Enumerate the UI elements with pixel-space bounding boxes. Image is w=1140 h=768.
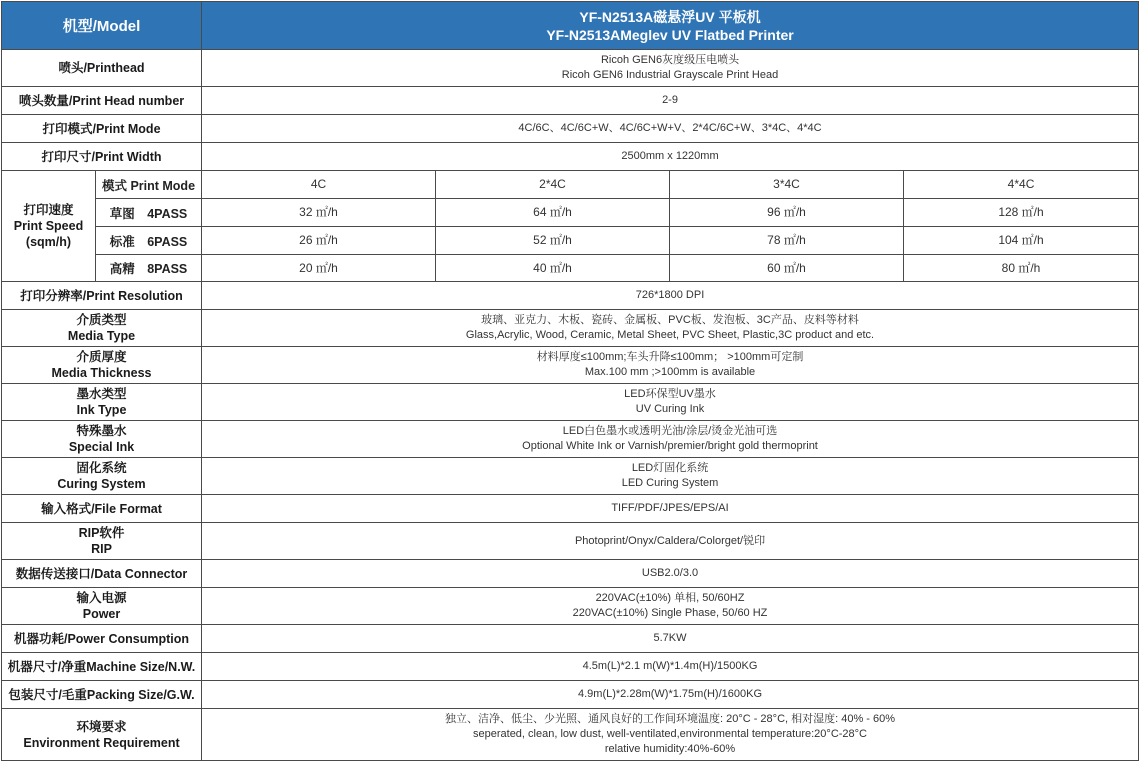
power-value — [202, 588, 1139, 625]
ink-type-label-en: Ink Type — [76, 403, 127, 417]
row-power-consumption — [2, 625, 1139, 653]
power-consumption-label: 机器功耗/Power Consumption — [2, 625, 202, 653]
data-connector-label: 数据传送接口/Data Connector — [2, 560, 202, 588]
power-label — [2, 588, 202, 625]
power-label-en: Power — [82, 607, 121, 621]
speed-value: 40 ㎡/h — [436, 255, 670, 282]
speed-row-8pass — [2, 255, 1139, 282]
printhead-value — [202, 50, 1139, 87]
row-head-number — [2, 87, 1139, 115]
curing-system-label-cn: 固化系统 — [76, 461, 127, 475]
rip-label-en: RIP — [91, 542, 112, 556]
special-ink-value-cn: LED白色墨水或透明光油/涂层/烫金光油可选 — [562, 425, 778, 437]
row-file-format — [2, 495, 1139, 523]
media-type-value — [202, 310, 1139, 347]
row-resolution — [2, 282, 1139, 310]
ink-type-value-en: UV Curing Ink — [635, 403, 705, 415]
row-data-connector — [2, 560, 1139, 588]
resolution-label: 打印分辨率/Print Resolution — [2, 282, 202, 310]
speed-row-6pass — [2, 227, 1139, 255]
speed-value: 52 ㎡/h — [436, 227, 670, 255]
row-packing-size — [2, 681, 1139, 709]
media-thickness-label-en: Media Thickness — [51, 366, 152, 380]
resolution-value: 726*1800 DPI — [202, 282, 1139, 310]
media-type-value-en: Glass,Acrylic, Wood, Ceramic, Metal Sheet, PVC Sheet, Plastic,3C product and etc. — [465, 329, 875, 341]
row-printhead — [2, 50, 1139, 87]
print-width-label: 打印尺寸/Print Width — [2, 143, 202, 171]
speed-value: 104 ㎡/h — [904, 227, 1139, 255]
print-speed-label-cn: 打印速度 — [23, 203, 74, 217]
speed-mode-label: 模式 Print Mode — [96, 171, 202, 199]
environment-value-line1: 独立、洁净、低尘、少光照、通风良好的工作间环境温度: 20°C - 28°C, 相对湿度: 40% - 60% — [444, 713, 896, 725]
print-mode-value: 4C/6C、4C/6C+W、4C/6C+W+V、2*4C/6C+W、3*4C、4*4C — [202, 115, 1139, 143]
speed-mode-3x4c: 3*4C — [670, 171, 904, 199]
spec-table — [1, 1, 1139, 761]
model-label: 机型/Model — [2, 2, 202, 50]
row-media-type — [2, 310, 1139, 347]
environment-value — [202, 709, 1139, 761]
special-ink-label-cn: 特殊墨水 — [76, 424, 127, 438]
printhead-value-en: Ricoh GEN6 Industrial Grayscale Print Head — [561, 69, 779, 81]
rip-value: Photoprint/Onyx/Caldera/Colorget/锐印 — [202, 523, 1139, 560]
speed-row-label: 高精 8PASS — [96, 255, 202, 282]
environment-value-line2: seperated, clean, low dust, well-ventilated,environmental temperature:20°C-28°C — [473, 728, 868, 740]
special-ink-value — [202, 421, 1139, 458]
media-type-label-en: Media Type — [67, 329, 136, 343]
print-speed-label-unit: (sqm/h) — [25, 235, 72, 249]
row-machine-size — [2, 653, 1139, 681]
curing-system-value — [202, 458, 1139, 495]
speed-mode-row — [2, 171, 1139, 199]
ink-type-value-cn: LED环保型UV墨水 — [624, 388, 716, 400]
media-thickness-value — [202, 347, 1139, 384]
power-consumption-value: 5.7KW — [202, 625, 1139, 653]
speed-row-label: 标准 6PASS — [96, 227, 202, 255]
environment-label-en: Environment Requirement — [23, 735, 180, 750]
speed-value: 64 ㎡/h — [436, 199, 670, 227]
speed-value: 80 ㎡/h — [904, 255, 1139, 282]
row-environment — [2, 709, 1139, 761]
model-title-cn: YF-N2513A磁悬浮UV 平板机 — [579, 8, 761, 25]
speed-mode-4x4c: 4*4C — [904, 171, 1139, 199]
row-curing-system — [2, 458, 1139, 495]
rip-label — [2, 523, 202, 560]
curing-system-value-en: LED Curing System — [621, 477, 719, 489]
file-format-value: TIFF/PDF/JPES/EPS/AI — [202, 495, 1139, 523]
power-value-cn: 220VAC(±10%) 单相, 50/60HZ — [595, 592, 745, 604]
packing-size-label: 包装尺寸/毛重Packing Size/G.W. — [2, 681, 202, 709]
environment-label — [2, 709, 202, 761]
media-type-label — [2, 310, 202, 347]
media-type-value-cn: 玻璃、亚克力、木板、瓷砖、金属板、PVC板、发泡板、3C产品、皮料等材料 — [481, 314, 859, 326]
row-print-width — [2, 143, 1139, 171]
row-rip — [2, 523, 1139, 560]
speed-value: 26 ㎡/h — [202, 227, 436, 255]
environment-label-cn: 环境要求 — [76, 719, 127, 734]
ink-type-label-cn: 墨水类型 — [76, 387, 127, 401]
print-speed-label-en: Print Speed — [13, 219, 84, 233]
special-ink-label — [2, 421, 202, 458]
speed-mode-2x4c: 2*4C — [436, 171, 670, 199]
rip-label-cn: RIP软件 — [78, 526, 125, 540]
special-ink-value-en: Optional White Ink or Varnish/premier/bright gold thermoprint — [522, 440, 818, 452]
printhead-label: 喷头/Printhead — [2, 50, 202, 87]
curing-system-label-en: Curing System — [57, 477, 146, 491]
packing-size-value: 4.9m(L)*2.28m(W)*1.75m(H)/1600KG — [202, 681, 1139, 709]
media-thickness-label — [2, 347, 202, 384]
print-mode-label: 打印模式/Print Mode — [2, 115, 202, 143]
row-special-ink — [2, 421, 1139, 458]
speed-value: 20 ㎡/h — [202, 255, 436, 282]
row-power — [2, 588, 1139, 625]
header-row — [2, 2, 1139, 50]
row-print-mode — [2, 115, 1139, 143]
speed-row-label: 草图 4PASS — [96, 199, 202, 227]
print-speed-label — [2, 171, 96, 282]
power-label-cn: 输入电源 — [76, 591, 127, 605]
row-ink-type — [2, 384, 1139, 421]
speed-value: 78 ㎡/h — [670, 227, 904, 255]
curing-system-label — [2, 458, 202, 495]
speed-value: 128 ㎡/h — [904, 199, 1139, 227]
media-thickness-value-en: Max.100 mm ;>100mm is available — [584, 366, 756, 378]
ink-type-value — [202, 384, 1139, 421]
special-ink-label-en: Special Ink — [68, 440, 135, 454]
print-width-value: 2500mm x 1220mm — [202, 143, 1139, 171]
speed-value: 60 ㎡/h — [670, 255, 904, 282]
media-thickness-value-cn: 材料厚度≤100mm;车头升降≤100mm； >100mm可定制 — [536, 351, 804, 363]
model-title-en: YF-N2513AMeglev UV Flatbed Printer — [546, 26, 794, 43]
printhead-value-cn: Ricoh GEN6灰度级压电喷头 — [600, 54, 740, 66]
speed-row-4pass — [2, 199, 1139, 227]
media-thickness-label-cn: 介质厚度 — [76, 350, 127, 364]
environment-value-line3: relative humidity:40%-60% — [604, 743, 736, 755]
machine-size-label: 机器尺寸/净重Machine Size/N.W. — [2, 653, 202, 681]
media-type-label-cn: 介质类型 — [76, 313, 127, 327]
row-media-thickness — [2, 347, 1139, 384]
head-number-label: 喷头数量/Print Head number — [2, 87, 202, 115]
model-title — [202, 2, 1139, 50]
power-value-en: 220VAC(±10%) Single Phase, 50/60 HZ — [572, 607, 768, 619]
head-number-value: 2-9 — [202, 87, 1139, 115]
ink-type-label — [2, 384, 202, 421]
machine-size-value: 4.5m(L)*2.1 m(W)*1.4m(H)/1500KG — [202, 653, 1139, 681]
data-connector-value: USB2.0/3.0 — [202, 560, 1139, 588]
file-format-label: 输入格式/File Format — [2, 495, 202, 523]
speed-value: 32 ㎡/h — [202, 199, 436, 227]
speed-value: 96 ㎡/h — [670, 199, 904, 227]
curing-system-value-cn: LED灯固化系统 — [631, 462, 709, 474]
speed-mode-4c: 4C — [202, 171, 436, 199]
